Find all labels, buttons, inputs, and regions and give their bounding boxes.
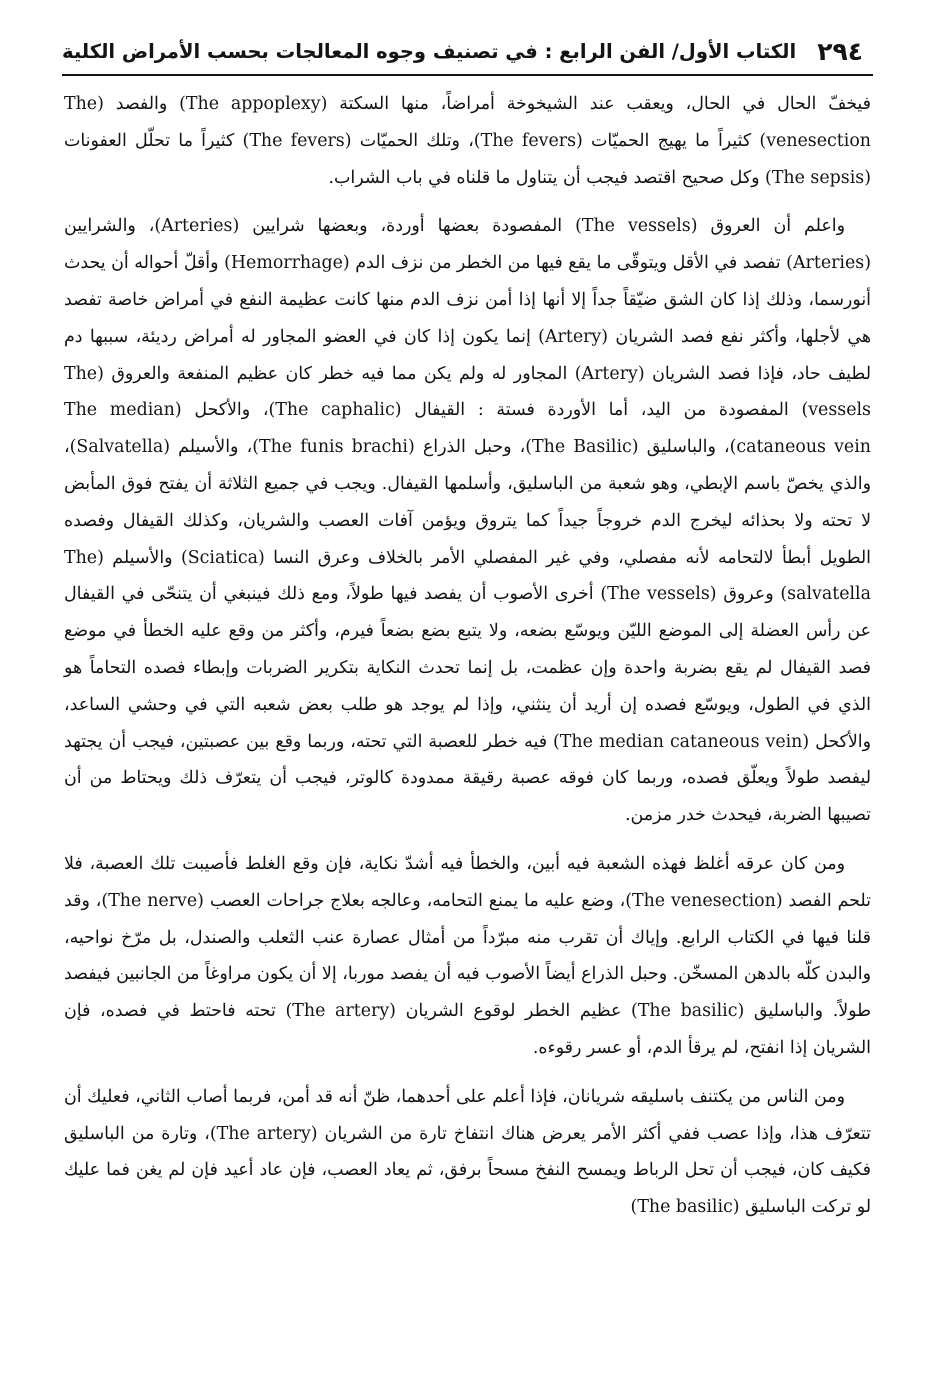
page-body (64, 86, 871, 1238)
paragraph-2: واعلم أن العروق (The vessels) المفصودة بعضها أوردة، وبعضها شرايين (Arteries)، والشرايين (Arteries) تفصد في الأقل ويتوقّى ما يقع فيها من الخطر من نزف الدم (Hemorrhage) وأقلّ أحواله أن يحدث أنورسما، وذلك إذا كان الشق ضيّقاً جداً إلا أنها إذا أمن نزف الدم منها كانت عظيمة النفع في أمراض خاصة تفصد هي لأجلها، وأكثر نفع فصد الشريان (Artery) إنما يكون إذا كان في العضو المجاور له أمراض رديئة، سببها دم لطيف حاد، فإذا فصد الشريان (Artery) المجاور له ولم يكن مما فيه خطر كان عظيم المنفعة والعروق (The vessels) المفصودة من اليد، أما الأوردة فستة : القيفال (The caphalic)، والأكحل (The median cataneous vein)، والباسليق (The Basilic)، وحبل الذراع (The funis brachi)، والأسيلم (Salvatella)، والذي يخصّ باسم الإبطي، وهو شعبة من الباسليق، وأسلمها القيفال. ويجب في جميع الثلاثة أن يفتح فوق المأبض لا تحته ولا بحذائه ليخرج الدم خروجاً جيداً كما يتروق ويؤمن آفات العصب والشريان، وكذلك القيفال وفصده الطويل أبطأ لالتحامه لأنه مفصلي، وفي غير المفصلي الأمر بالخلاف وعرق النسا (Sciatica) والأسيلم (The salvatella) وعروق (The vessels) أخرى الأصوب أن يفصد فيها طولاً، ومع ذلك فينبغي أن يتنحّى في القيفال عن رأس العضلة إلى الموضع الليّن ويوسّع بضعه، ولا يتبع بضع بضعاً فيرم، وأكثر من وقع عليه الخطأ في موضع فصد القيفال لم يقع بضربة واحدة وإن عظمت، بل إنما تحدث النكاية بتكرير الضربات وإبطاء فصده التحاماً هو الذي في الطول، ويوسّع فصده إن أريد أن ينثني، وإذا لم يوجد هو طلب بعض شعبه التي في وحشي الساعد، والأكحل (The median cataneous vein) فيه خطر للعصبة التي تحته، وربما وقع بين عصبتين، فيجب أن يجتهد ليفصد طولاً ويعلّق فصده، وربما كان فوقه عصبة رقيقة ممدودة كالوتر، فيجب أن يتعرّف ذلك ويحتاط من أن تصيبها الضربة، فيحدث خدر مزمن. (64, 216, 871, 826)
paragraph-3: ومن كان عرقه أغلظ فهذه الشعبة فيه أبين، والخطأ فيه أشدّ نكاية، فإن وقع الغلط فأصيبت تلك العصبة، فلا تلحم الفصد (The venesection)، وضع عليه ما يمنع التحامه، وعالجه بعلاج جراحات العصب (The nerve)، وقد قلنا فيها في الكتاب الرابع. وإياك أن تقرب منه مبرّداً من أمثال عصارة عنب الثعلب والصندل، بل مرّخ نواحيه، والبدن كلّه بالدهن المسخّن. وحبل الذراع أيضاً الأصوب فيه أن يفصد موربا، إلا أن يكون مراوغاً من الجانبين فيفصد طولاً. والباسليق (The basilic) عظيم الخطر لوقوع الشريان (The artery) تحته فاحتط في فصده، فإن الشريان إذا انفتح، لم يرقأ الدم، أو عسر رقوءه. (64, 853, 872, 1058)
page-number: ٢٩٤ (817, 37, 863, 66)
page-header (62, 24, 873, 72)
paragraph-1: فيخفّ الحال في الحال، ويعقب عند الشيخوخة أمراضاً، منها السكتة (The appoplexy) والفصد (The venesection) كثيراً ما يهيج الحميّات (The fevers)، وتلك الحميّات (The fevers) كثيراً ما تحلّل العفونات (The sepsis) وكل صحيح اقتصد فيجب أن يتناول ما قلناه في باب الشراب. (64, 94, 871, 188)
running-title: الكتاب الأول/ الفن الرابع : في تصنيف وجوه المعالجات بحسب الأمراض الكلية (62, 40, 797, 63)
header-divider (62, 74, 873, 76)
paragraph-4: ومن الناس من يكتنف باسليقه شريانان، فإذا أعلم على أحدهما، ظنّ أنه قد أمن، فربما أصاب الثاني، فعليك أن تتعرّف هذا، وإذا عصب ففي أكثر الأمر يعرض هناك انتفاخ تارة من الشريان (The artery)، وتارة من الباسليق فكيف كان، فيجب أن تحل الرباط ويمسح النفخ مسحاً برفق، ثم يعاد العصب، فإن عاد أعيد فإن لم يغن فما عليك لو تركت الباسليق (The basilic) (64, 1086, 871, 1218)
